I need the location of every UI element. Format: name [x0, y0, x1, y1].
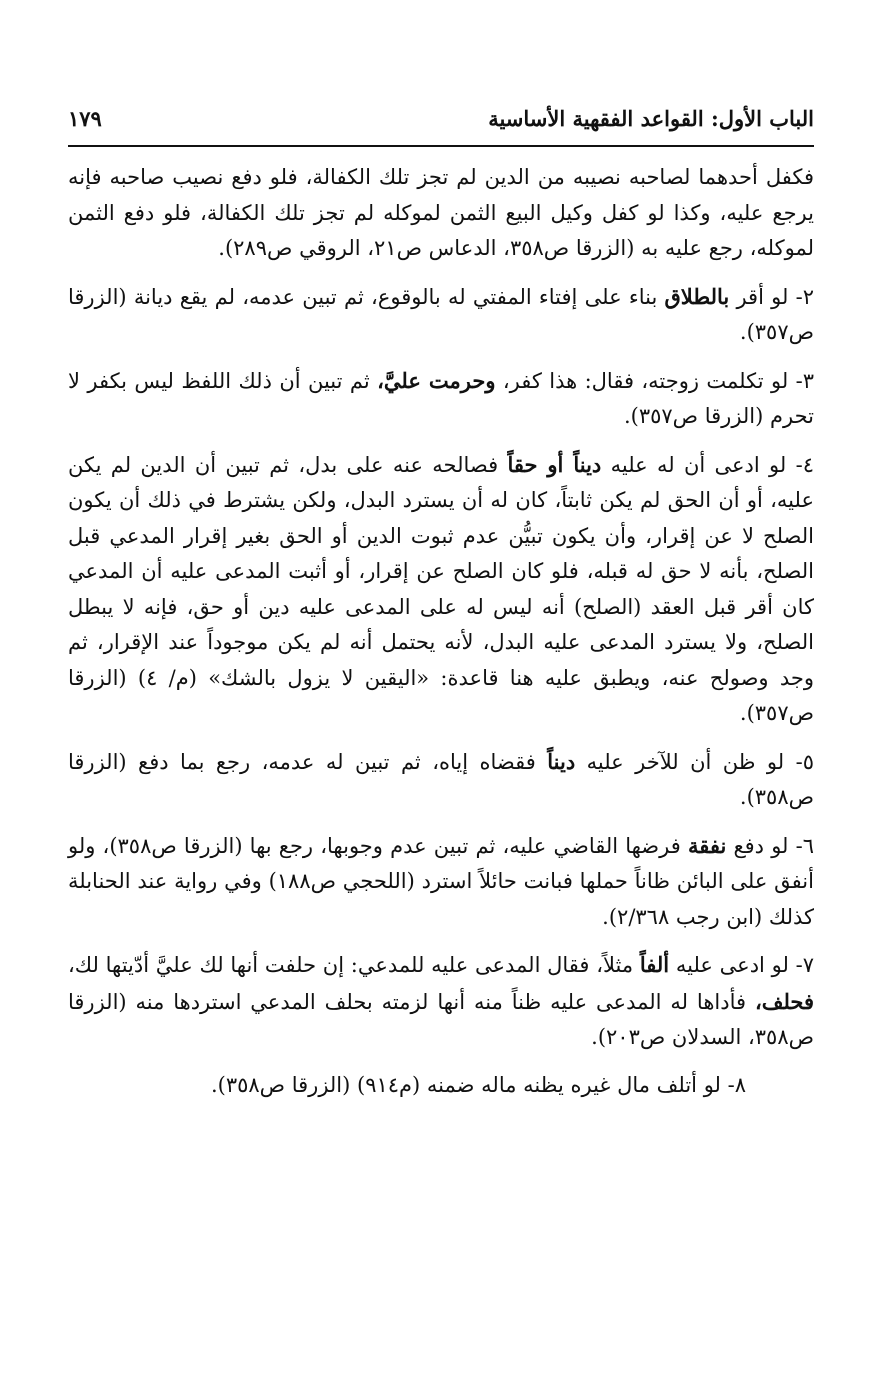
paragraph-text: ٨- لو أتلف مال غيره يظنه ماله ضمنه (م٩١٤) (الزرقا ص٣٥٨).: [210, 1072, 746, 1097]
running-header: [68, 102, 814, 142]
paragraph-item-4: [68, 447, 814, 732]
paragraph-item-2: [68, 279, 814, 351]
paragraph-text: فكفل أحدهما لصاحبه نصيبه من الدين لم تجز تلك الكفالة، فلو دفع نصيب صاحبه فإنه يرجع عليه، وكذا لو كفل وكيل البيع الثمن لموكله لم تجز تلك الكفالة، فلو دفع الثمن لموكله، رجع عليه به (الزرقا ص٣٥٨، الدعاس ص٢١، الروقي ص٢٨٩).: [68, 165, 814, 260]
paragraph-text: ٥- لو ظن أن للآخر عليه: [575, 749, 814, 774]
paragraph-text: بناء على إفتاء المفتي له بالوقوع، ثم تبين عدمه، لم يقع ديانة (الزرقا ص٣٥٧).: [68, 284, 814, 344]
bold-term: فحلف،: [754, 988, 814, 1014]
paragraph-item-5: [68, 744, 814, 816]
paragraph-text: ٤- لو ادعى أن له عليه: [601, 452, 814, 477]
paragraph-text: فقضاه إياه، ثم تبين له عدمه، رجع بما دفع (الزرقا ص٣٥٨).: [68, 749, 814, 809]
body-text: [68, 160, 814, 1115]
paragraph-text: فرضها القاضي عليه، ثم تبين عدم وجوبها، رجع بها (الزرقا ص٣٥٨)، ولو أنفق على البائن ظاناً حملها فبانت حائلاً استرد (اللحجي ص١٨٨) وفي رواية عند الحنابلة كذلك (ابن رجب ٢/٣٦٨).: [68, 833, 814, 929]
paragraph-text: ثم تبين أن ذلك اللفظ ليس بكفر لا تحرم (الزرقا ص٣٥٧).: [68, 368, 814, 428]
paragraph-item-8: [68, 1068, 814, 1104]
bold-term: بالطلاق: [664, 283, 730, 309]
paragraph-continuation: [68, 160, 814, 267]
chapter-title: الباب الأول: القواعد الفقهية الأساسية: [488, 106, 814, 131]
bold-term: وحرمت عليَّ،: [377, 367, 496, 393]
header-divider: [68, 145, 814, 147]
paragraph-text: فصالحه عنه على بدل، ثم تبين أن الدين لم يكن عليه، أو أن الحق لم يكن ثابتاً، كان له أن يسترد البدل، ولكن يشترط في ذلك أن يكون الصلح لا عن إقرار، وأن يكون تبيُّن عدم ثبوت الدين أو الحق بغير إقرار المدعي قبل الصلح، بأنه لا حق له قبله، فلو كان الصلح عن إقرار، أو أثبت المدعى عليه أن المدعي كان أقر قبل العقد (الصلح) أنه ليس له على المدعى عليه دين أو حق، فإنه لا يبطل الصلح، ولا يسترد المدعى عليه البدل، لأنه يحتمل أنه لم يكن موجوداً عند الإقرار، ثم وجد وصولح عنه، ويطبق عليه هنا قاعدة: «اليقين لا يزول بالشك» (م/ ٤) (الزرقا ص٣٥٧).: [68, 452, 814, 725]
paragraph-text: ٧- لو ادعى عليه: [669, 953, 814, 977]
paragraph-text: ٢- لو أقر: [729, 284, 814, 309]
bold-term: ديناً أو حقاً: [507, 451, 602, 477]
paragraph-text: ٦- لو دفع: [726, 833, 814, 858]
paragraph-item-3: [68, 363, 814, 435]
paragraph-text: مثلاً، فقال المدعى عليه للمدعي: إن حلفت أنها لك عليَّ أدّيتها لك،: [68, 953, 640, 977]
bold-term: ألفاً: [639, 952, 670, 977]
bold-term: ديناً: [547, 748, 576, 774]
paragraph-text: ٣- لو تكلمت زوجته، فقال: هذا كفر،: [495, 368, 814, 393]
paragraph-item-6: [68, 828, 814, 936]
bold-term: نفقة: [687, 832, 727, 858]
paragraph-item-7: [68, 947, 814, 1056]
paragraph-text: فأداها له المدعى عليه ظناً منه أنها لزمته بحلف المدعي استردها منه (الزرقا ص٣٥٨، السدلان ص٢٠٣).: [68, 989, 814, 1049]
page-number: ١٧٩: [68, 106, 102, 131]
